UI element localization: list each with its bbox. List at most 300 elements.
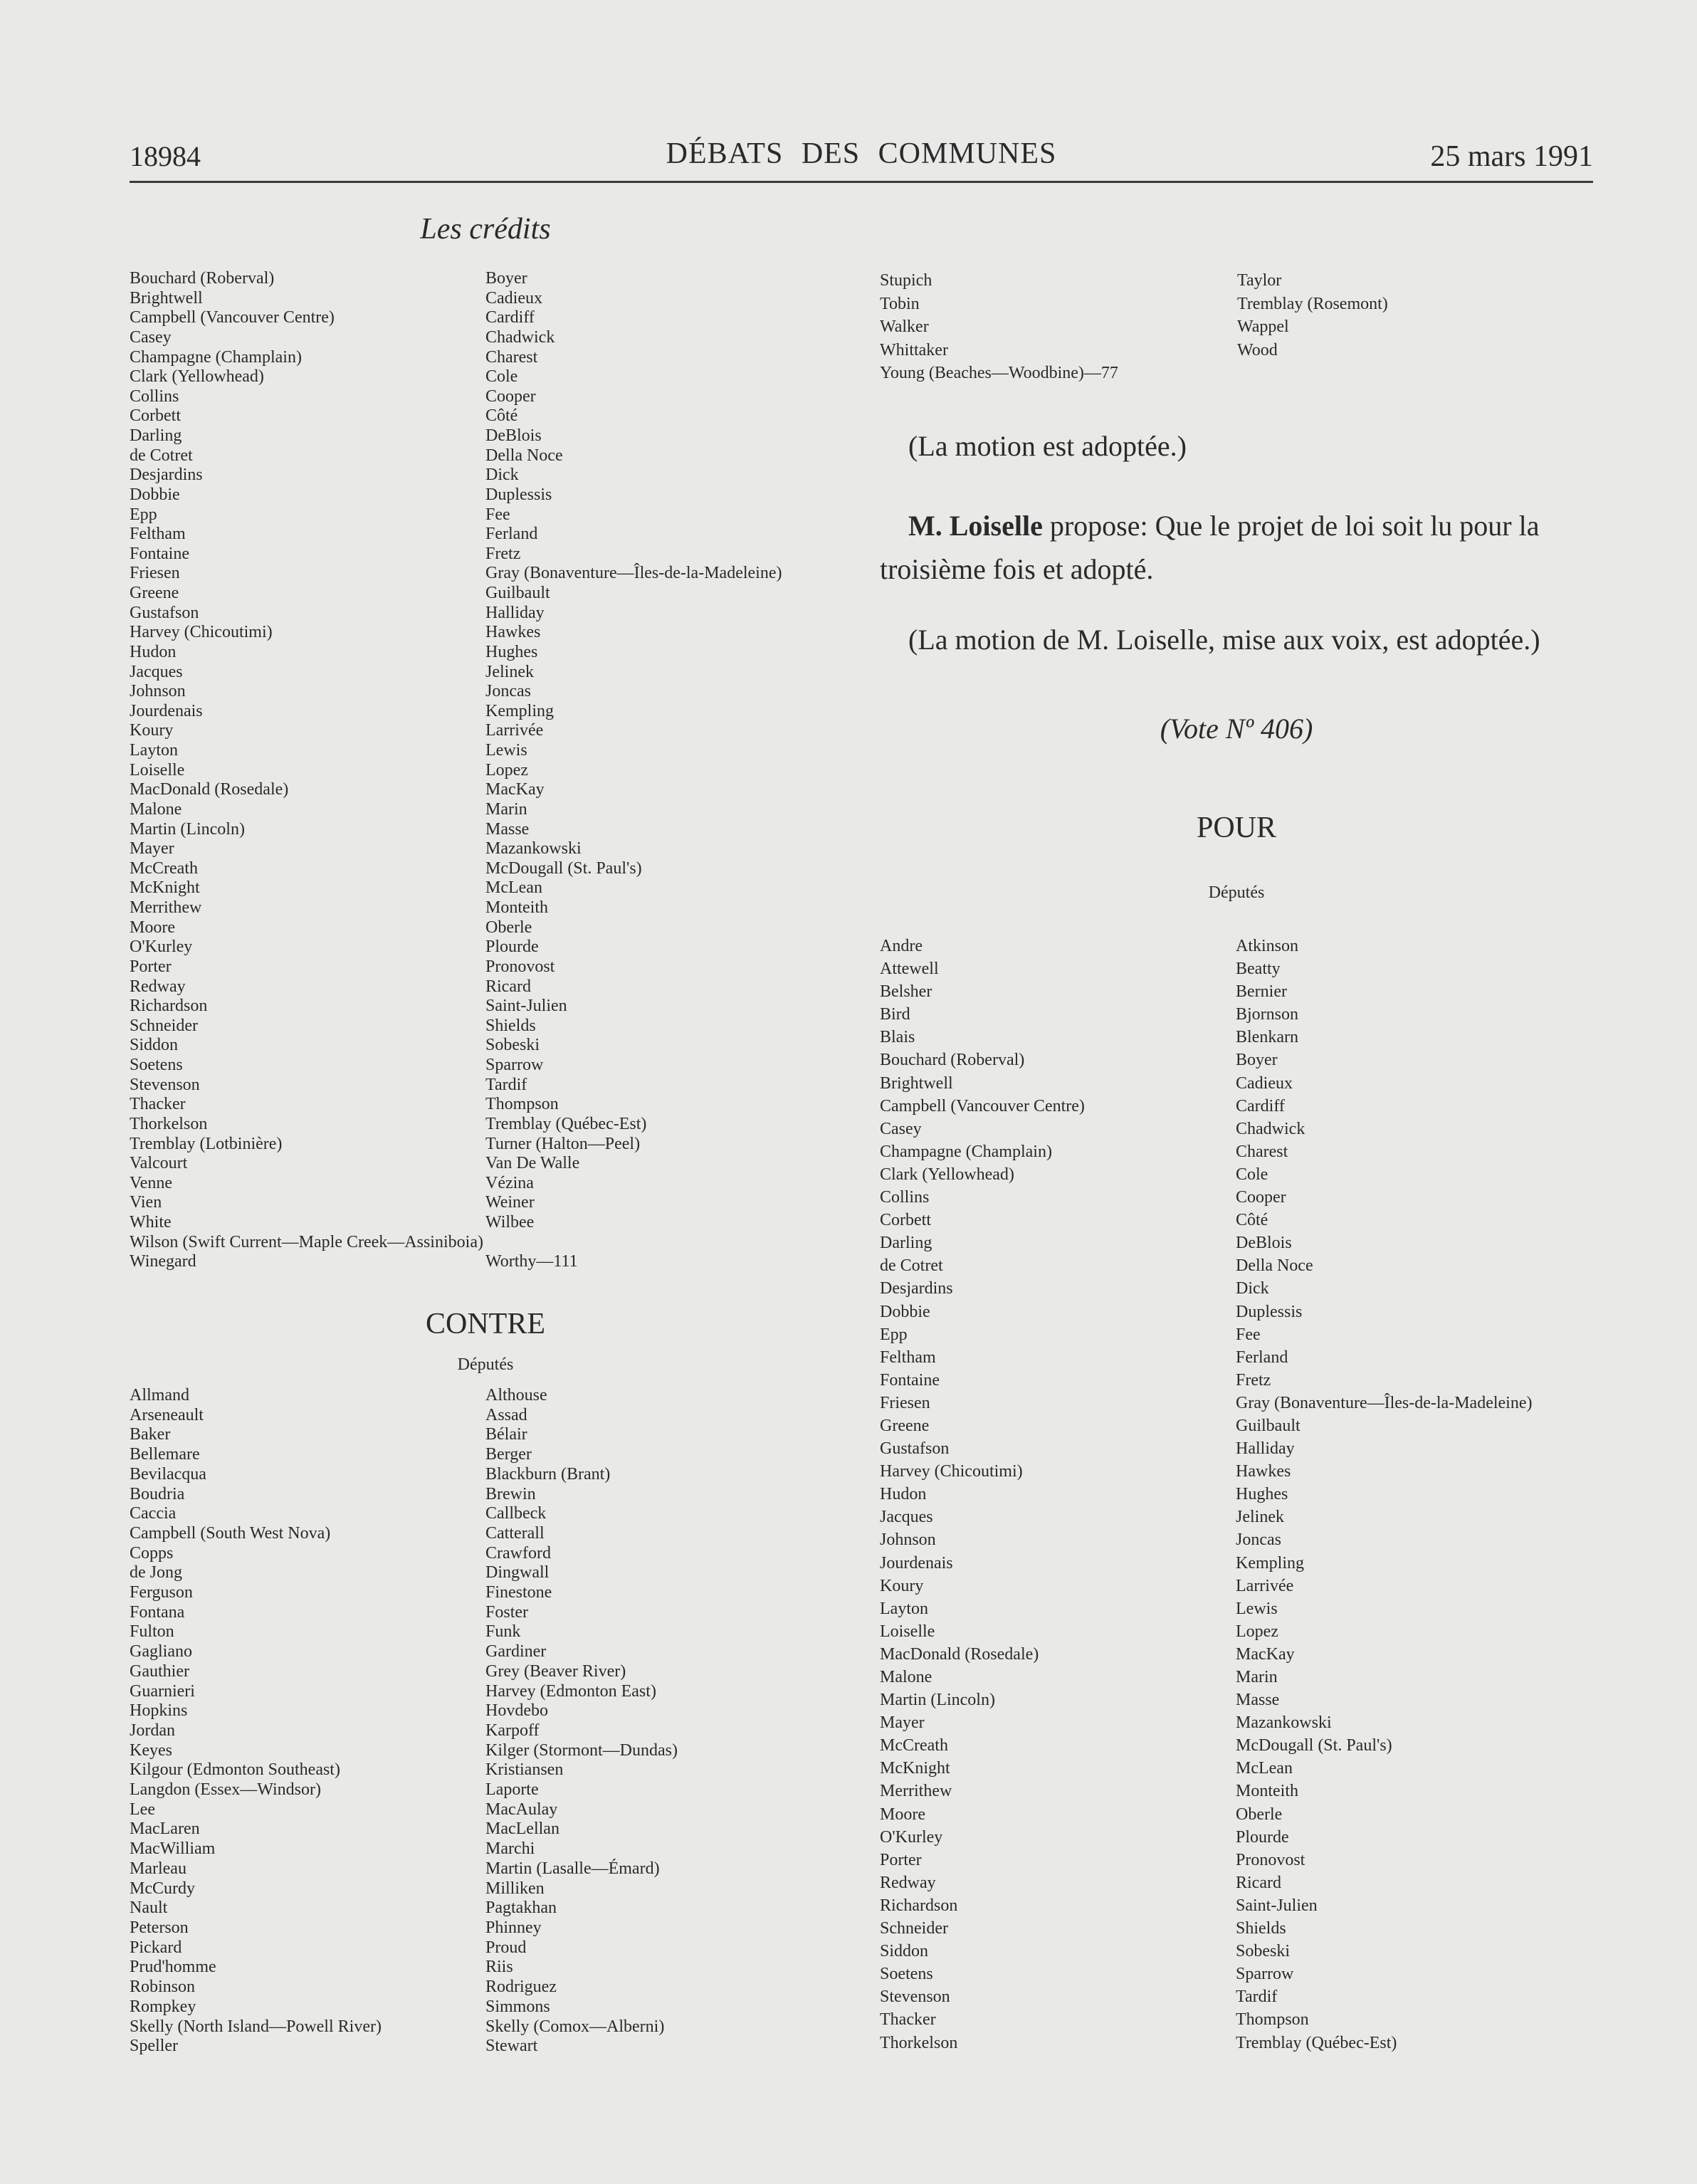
member-name: Darling	[130, 426, 182, 445]
loiselle-motion	[880, 504, 1599, 591]
member-name: Hughes	[485, 642, 538, 661]
member-name: Gauthier	[130, 1661, 189, 1681]
member-name: de Cotret	[880, 1256, 943, 1276]
member-name: Champagne (Champlain)	[880, 1142, 1052, 1161]
member-name: McDougall (St. Paul's)	[485, 859, 642, 878]
member-name: Gustafson	[130, 603, 199, 622]
member-name: Campbell (Vancouver Centre)	[130, 308, 335, 327]
member-name: Koury	[130, 721, 174, 740]
member-name: Thompson	[1236, 2010, 1309, 2030]
member-name: Sobeski	[485, 1036, 540, 1055]
member-name: Skelly (North Island—Powell River)	[130, 2017, 382, 2036]
member-name: McLean	[1236, 1759, 1293, 1778]
member-name: Schneider	[130, 1016, 198, 1035]
pour-list-col1	[880, 935, 1085, 2054]
member-name: McDougall (St. Paul's)	[1236, 1736, 1392, 1755]
member-name: Tremblay (Québec-Est)	[1236, 2033, 1397, 2052]
member-name: Della Noce	[485, 446, 563, 465]
member-name: Wood	[1237, 340, 1278, 359]
member-name: Desjardins	[130, 466, 203, 485]
member-name: Vien	[130, 1193, 162, 1212]
member-name: Halliday	[485, 603, 545, 622]
member-name: Hawkes	[485, 623, 541, 642]
member-name: Proud	[485, 1938, 527, 1957]
member-name: Hughes	[1236, 1485, 1288, 1504]
member-name: Rodriguez	[485, 1978, 557, 1997]
member-name: Tremblay (Québec-Est)	[485, 1114, 647, 1133]
member-name: Mazankowski	[1236, 1713, 1332, 1733]
member-name: Lewis	[485, 741, 527, 760]
member-name: Marin	[1236, 1668, 1278, 1686]
member-name: Fretz	[1236, 1370, 1271, 1390]
member-name: Stewart	[485, 2037, 538, 2056]
member-name: Shields	[485, 1016, 536, 1035]
member-name: Casey	[880, 1119, 922, 1138]
member-name: Cooper	[1236, 1188, 1286, 1207]
member-name: Tardif	[485, 1075, 527, 1094]
member-name: Harvey (Chicoutimi)	[130, 623, 273, 642]
member-name: Marchi	[485, 1839, 535, 1859]
member-name: Cooper	[485, 387, 536, 406]
contre-list-col1	[130, 1386, 382, 2057]
member-name: Kristiansen	[485, 1760, 564, 1780]
member-name: Corbett	[130, 406, 181, 426]
member-name: Martin (Lasalle—Émard)	[485, 1859, 660, 1878]
member-name: Jourdenais	[130, 701, 203, 720]
member-name: Hudon	[880, 1485, 927, 1504]
member-name: Bevilacqua	[130, 1464, 206, 1484]
member-name: Guilbault	[1236, 1416, 1301, 1435]
member-name: O'Kurley	[130, 938, 193, 957]
member-name: Clark (Yellowhead)	[880, 1165, 1014, 1184]
member-name: Feltham	[880, 1348, 936, 1367]
member-name: Cardiff	[485, 308, 535, 327]
member-name: Valcourt	[130, 1154, 188, 1173]
member-name: Joncas	[485, 682, 531, 701]
member-name: Johnson	[880, 1531, 936, 1550]
issue-date: 25 mars 1991	[1430, 140, 1593, 173]
member-name: Bjornson	[1236, 1005, 1299, 1024]
member-name: Bernier	[1236, 982, 1287, 1002]
member-name: DeBlois	[485, 426, 542, 445]
member-name: Speller	[130, 2037, 178, 2056]
pour-list-col2	[1236, 935, 1532, 2054]
member-name: Gray (Bonaventure—Îles-de-la-Madeleine)	[485, 564, 782, 583]
member-name: Thorkelson	[130, 1114, 208, 1133]
member-name: Monteith	[1236, 1782, 1298, 1801]
member-name: Simmons	[485, 1997, 550, 2016]
member-name: Rompkey	[130, 1997, 196, 2016]
page-number: 18984	[130, 140, 201, 172]
member-name: Jordan	[130, 1721, 175, 1740]
section-title: Les crédits	[420, 213, 551, 246]
pour-heading: POUR	[1196, 812, 1277, 844]
member-name: Desjardins	[880, 1279, 953, 1298]
member-name: Wappel	[1237, 317, 1289, 336]
member-name: DeBlois	[1236, 1234, 1292, 1253]
member-name	[485, 1233, 782, 1253]
member-name: de Jong	[130, 1563, 182, 1582]
member-name: Nault	[130, 1899, 168, 1918]
member-name: Pronovost	[485, 957, 555, 976]
member-name: Porter	[880, 1850, 922, 1869]
member-name: Ferguson	[130, 1583, 193, 1602]
member-name: Callbeck	[485, 1504, 547, 1523]
contre-cont-col2	[1237, 269, 1388, 362]
member-name: Champagne (Champlain)	[130, 347, 302, 367]
member-name: Merrithew	[130, 898, 202, 917]
member-name: Turner (Halton—Peel)	[485, 1134, 641, 1153]
member-name: Grey (Beaver River)	[485, 1661, 626, 1681]
member-name: Martin (Lincoln)	[130, 819, 245, 839]
member-name: Arseneault	[130, 1405, 204, 1424]
member-name: Sobeski	[1236, 1942, 1291, 1961]
member-name: Fee	[485, 505, 510, 524]
member-name: Joncas	[1236, 1531, 1281, 1550]
member-name: Della Noce	[1236, 1256, 1313, 1276]
member-name: Jelinek	[1236, 1508, 1284, 1527]
member-name: Oberle	[1236, 1805, 1283, 1824]
member-name: Beatty	[1236, 960, 1281, 979]
member-name: Kilgour (Edmonton Southeast)	[130, 1760, 340, 1780]
member-name: Cadieux	[485, 288, 542, 308]
member-name: Boyer	[485, 269, 527, 288]
member-name: Young (Beaches—Woodbine)—77	[880, 364, 1118, 382]
member-name: Redway	[880, 1873, 936, 1892]
member-name: Althouse	[485, 1386, 547, 1405]
member-name: Guarnieri	[130, 1681, 195, 1701]
member-name: Kempling	[1236, 1553, 1304, 1573]
member-name: Gagliano	[130, 1642, 192, 1661]
member-name: Funk	[485, 1622, 521, 1642]
member-name: Soetens	[880, 1965, 933, 1984]
member-name: Siddon	[880, 1942, 929, 1961]
member-name: Friesen	[130, 564, 180, 583]
member-name: Riis	[485, 1958, 513, 1977]
member-name: Marin	[485, 799, 527, 819]
member-name: Duplessis	[485, 485, 552, 504]
member-name: Fretz	[485, 544, 521, 563]
member-name: Layton	[130, 741, 178, 760]
member-name: Collins	[880, 1188, 930, 1207]
member-name: Larrivée	[485, 721, 544, 740]
member-name: Richardson	[130, 997, 208, 1016]
member-name: Fee	[1236, 1325, 1261, 1344]
member-name: Hudon	[130, 642, 177, 661]
member-name: Baker	[130, 1425, 171, 1444]
member-name: Friesen	[880, 1393, 930, 1412]
member-name: Sparrow	[1236, 1965, 1294, 1984]
member-name: Harvey (Chicoutimi)	[880, 1462, 1023, 1481]
contre-subheading: Députés	[457, 1355, 514, 1374]
member-name: Blais	[880, 1028, 915, 1047]
member-name: Dingwall	[485, 1563, 550, 1582]
member-name: Phinney	[485, 1918, 542, 1937]
member-name: Jacques	[130, 662, 183, 681]
member-name: Jacques	[880, 1508, 933, 1527]
member-name: Catterall	[485, 1523, 545, 1543]
member-name: Merrithew	[880, 1782, 952, 1801]
member-name: Brightwell	[880, 1073, 953, 1093]
member-name: Gardiner	[485, 1642, 547, 1661]
member-name: Dick	[1236, 1279, 1269, 1298]
member-name: Collins	[130, 387, 179, 406]
member-name: Assad	[485, 1405, 527, 1424]
member-name: Sparrow	[485, 1056, 544, 1074]
member-name: Venne	[130, 1173, 172, 1192]
member-name: Brewin	[485, 1484, 536, 1503]
member-name: Côté	[1236, 1211, 1268, 1230]
member-name: Jourdenais	[880, 1553, 953, 1573]
member-name: Bird	[880, 1005, 910, 1024]
motion-vote-result: (La motion de M. Loiselle, mise aux voix, est adoptée.)	[908, 624, 1540, 656]
member-name: Worthy—111	[485, 1252, 578, 1271]
member-name: Brightwell	[130, 288, 203, 308]
member-name: Skelly (Comox—Alberni)	[485, 2017, 665, 2036]
member-name: Corbett	[880, 1211, 931, 1230]
member-name: Weiner	[485, 1193, 535, 1212]
member-name: Ricard	[485, 977, 531, 996]
member-name: Epp	[880, 1325, 908, 1344]
contre-cont-col1	[880, 269, 1118, 385]
member-name: McKnight	[880, 1759, 950, 1778]
member-name: Tremblay (Lotbinière)	[130, 1134, 283, 1153]
member-name: Walker	[880, 317, 929, 336]
member-name: McKnight	[130, 878, 200, 898]
member-name: Masse	[485, 819, 530, 839]
member-name: Halliday	[1236, 1439, 1295, 1459]
member-name: Cadieux	[1236, 1073, 1293, 1093]
member-name: Pagtakhan	[485, 1899, 557, 1918]
member-name: MacLellan	[485, 1820, 559, 1839]
member-name: Guilbault	[485, 584, 550, 602]
member-name: Gustafson	[880, 1439, 950, 1459]
member-name: Thacker	[880, 2010, 936, 2030]
member-name: McCurdy	[130, 1879, 195, 1898]
member-name: Siddon	[130, 1036, 179, 1055]
member-name: Layton	[880, 1599, 928, 1618]
member-name: Soetens	[130, 1056, 183, 1074]
member-name: Bélair	[485, 1425, 527, 1444]
member-name: Robinson	[130, 1978, 196, 1997]
member-name: Moore	[130, 918, 175, 937]
member-name: Cole	[1236, 1165, 1268, 1184]
pour-subheading: Députés	[1208, 883, 1265, 902]
member-name: Charest	[485, 347, 538, 367]
member-name: Loiselle	[880, 1622, 935, 1641]
member-name: MacKay	[1236, 1644, 1295, 1664]
member-name: Lopez	[1236, 1622, 1278, 1641]
member-name: Plourde	[485, 938, 539, 957]
member-name: Martin (Lincoln)	[880, 1691, 995, 1710]
member-name: Gray (Bonaventure—Îles-de-la-Madeleine)	[1236, 1393, 1533, 1412]
member-name: de Cotret	[130, 446, 193, 465]
member-name: Kempling	[485, 701, 554, 720]
member-name: Vézina	[485, 1173, 534, 1192]
member-name: Dick	[485, 466, 519, 485]
member-name: Richardson	[880, 1896, 958, 1915]
member-name: Epp	[130, 505, 157, 524]
member-name: Lopez	[485, 760, 528, 779]
member-name: McCreath	[130, 859, 198, 878]
member-name: Fontaine	[130, 544, 189, 563]
member-name: Wilson (Swift Current—Maple Creek—Assiniboia)	[130, 1232, 483, 1251]
journal-title: DÉBATS DES COMMUNES	[666, 137, 1057, 170]
member-name: Berger	[485, 1445, 532, 1464]
member-name: Attewell	[880, 960, 939, 979]
member-name: Chadwick	[485, 327, 555, 347]
member-name: Tobin	[880, 294, 920, 313]
member-name: Saint-Julien	[1236, 1896, 1318, 1915]
member-name: McCreath	[880, 1736, 948, 1755]
member-name: Casey	[130, 327, 172, 347]
member-name: Karpoff	[485, 1721, 540, 1740]
member-name: MacKay	[485, 780, 545, 799]
member-name: Malone	[880, 1668, 932, 1686]
member-name: Kilger (Stormont—Dundas)	[485, 1741, 678, 1760]
mover-name: M. Loiselle	[908, 510, 1043, 542]
member-name: Côté	[485, 406, 518, 426]
member-name: Blackburn (Brant)	[485, 1464, 611, 1484]
member-name: Cardiff	[1236, 1096, 1285, 1115]
member-name: Fulton	[130, 1622, 174, 1642]
member-name: Bouchard (Roberval)	[130, 269, 275, 288]
member-name: Peterson	[130, 1918, 189, 1937]
motion-text: propose: Que le projet de loi soit lu pour la troisième fois et adopté.	[880, 510, 1540, 585]
motion-adopted: (La motion est adoptée.)	[908, 430, 1187, 462]
member-name: Duplessis	[1236, 1302, 1303, 1321]
member-name: Porter	[130, 957, 172, 976]
page-header	[130, 132, 1593, 183]
member-name: Greene	[880, 1416, 930, 1435]
member-name: Campbell (Vancouver Centre)	[880, 1096, 1085, 1115]
member-name: Thacker	[130, 1095, 186, 1114]
member-name: Clark (Yellowhead)	[130, 367, 264, 387]
member-name: Ricard	[1236, 1873, 1281, 1892]
member-name: Caccia	[130, 1504, 177, 1523]
member-name: Hawkes	[1236, 1462, 1291, 1481]
member-name: Dobbie	[130, 485, 180, 504]
member-name: Thompson	[485, 1095, 559, 1114]
member-name: Greene	[130, 584, 179, 602]
member-name: Ferland	[1236, 1348, 1288, 1367]
member-name: Ferland	[485, 525, 538, 544]
member-name: MacDonald (Rosedale)	[130, 780, 289, 799]
member-name: White	[130, 1213, 172, 1232]
member-name: Andre	[880, 937, 923, 955]
member-name: Loiselle	[130, 760, 185, 779]
member-name: Masse	[1236, 1691, 1280, 1710]
member-name: Copps	[130, 1543, 174, 1563]
member-name: Pickard	[130, 1938, 182, 1957]
member-name: Monteith	[485, 898, 548, 917]
vote-list-col2	[485, 269, 782, 1272]
member-name: Thorkelson	[880, 2033, 958, 2052]
member-name: Plourde	[1236, 1827, 1289, 1847]
member-name: Chadwick	[1236, 1119, 1305, 1138]
member-name: McLean	[485, 878, 542, 898]
member-name: Wilbee	[485, 1213, 535, 1232]
member-name: Tremblay (Rosemont)	[1237, 294, 1388, 313]
contre-list-col2	[485, 1386, 678, 2057]
member-name: Johnson	[130, 682, 186, 701]
member-name: Lewis	[1236, 1599, 1278, 1618]
member-name: Malone	[130, 799, 182, 819]
member-name: Milliken	[485, 1879, 545, 1898]
member-name: Stupich	[880, 271, 932, 290]
member-name: Feltham	[130, 525, 186, 544]
member-name: Laporte	[485, 1780, 539, 1800]
member-name: Larrivée	[1236, 1576, 1294, 1595]
member-name: O'Kurley	[880, 1827, 943, 1847]
member-name: Cole	[485, 367, 518, 387]
member-name: Koury	[880, 1576, 924, 1595]
member-name: Charest	[1236, 1142, 1288, 1161]
member-name: Stevenson	[880, 1988, 950, 2007]
member-name: Boudria	[130, 1484, 185, 1503]
member-name: Stevenson	[130, 1075, 200, 1094]
member-name: Atkinson	[1236, 937, 1299, 955]
member-name: Winegard	[130, 1252, 196, 1271]
member-name: Boyer	[1236, 1051, 1278, 1070]
member-name: Lee	[130, 1800, 155, 1819]
member-name: Hovdebo	[485, 1701, 548, 1721]
vote-number: (Vote Nº 406)	[1160, 713, 1313, 745]
member-name: Bellemare	[130, 1445, 200, 1464]
member-name: Mayer	[880, 1713, 925, 1733]
member-name: Moore	[880, 1805, 925, 1824]
member-name: MacAulay	[485, 1800, 558, 1819]
member-name: Bouchard (Roberval)	[880, 1051, 1025, 1070]
member-name: Fontana	[130, 1602, 185, 1622]
member-name: Saint-Julien	[485, 997, 567, 1016]
member-name: Redway	[130, 977, 186, 996]
member-name: Oberle	[485, 918, 532, 937]
member-name: Fontaine	[880, 1370, 940, 1390]
member-name: Whittaker	[880, 340, 948, 359]
member-name: Pronovost	[1236, 1850, 1305, 1869]
member-name: Jelinek	[485, 662, 534, 681]
member-name: Dobbie	[880, 1302, 930, 1321]
member-name: Mazankowski	[485, 839, 582, 859]
member-name: MacLaren	[130, 1820, 200, 1839]
member-name: Schneider	[880, 1919, 948, 1938]
member-name: Van De Walle	[485, 1154, 580, 1173]
member-name: Mayer	[130, 839, 174, 859]
member-name: Harvey (Edmonton East)	[485, 1681, 656, 1701]
member-name: Langdon (Essex—Windsor)	[130, 1780, 321, 1800]
member-name: Crawford	[485, 1543, 551, 1563]
member-name: Keyes	[130, 1741, 172, 1760]
member-name: Darling	[880, 1234, 932, 1253]
member-name: Allmand	[130, 1386, 189, 1405]
member-name: Marleau	[130, 1859, 186, 1878]
member-name: Blenkarn	[1236, 1028, 1298, 1047]
member-name: Tardif	[1236, 1988, 1278, 2007]
member-name: Finestone	[485, 1583, 552, 1602]
member-name: MacWilliam	[130, 1839, 216, 1859]
member-name: Foster	[485, 1602, 528, 1622]
member-name: Taylor	[1237, 271, 1282, 290]
member-name: Campbell (South West Nova)	[130, 1523, 331, 1543]
member-name: Hopkins	[130, 1701, 188, 1721]
member-name: MacDonald (Rosedale)	[880, 1644, 1039, 1664]
member-name: Belsher	[880, 982, 932, 1002]
member-name: Prud'homme	[130, 1958, 216, 1977]
contre-heading: CONTRE	[426, 1308, 545, 1340]
vote-list-col1	[130, 269, 483, 1272]
member-name: Shields	[1236, 1919, 1286, 1938]
